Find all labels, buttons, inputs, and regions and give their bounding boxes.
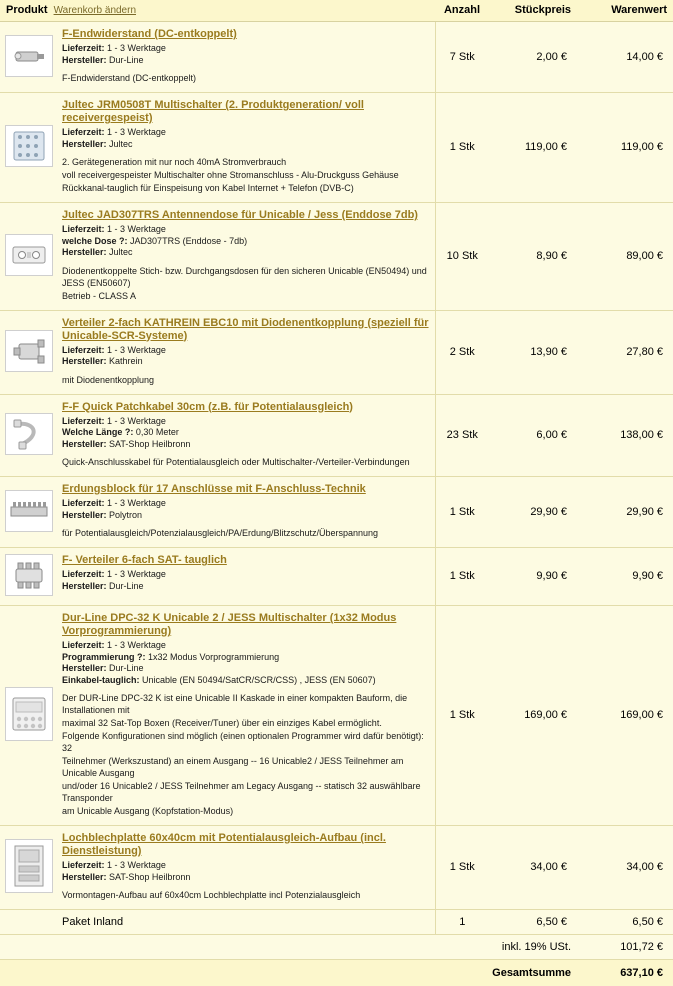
header-product-cell: [0, 0, 435, 22]
product-title-link[interactable]: Jultec JAD307TRS Antennendose für Unicable / Jess (Enddose 7db): [62, 209, 429, 222]
product-title-link[interactable]: Dur-Line DPC-32 K Unicable 2 / JESS Multischalter (1x32 Modus Vorprogrammierung): [62, 612, 429, 638]
product-description: [62, 156, 429, 194]
line-total-value: 169,00 €: [577, 606, 673, 826]
cart-row: [0, 22, 673, 93]
product-meta: [62, 569, 429, 592]
splitter-thumb-icon: [5, 330, 53, 372]
quantity-value: 10 Stk: [435, 203, 489, 311]
quantity-value: 1 Stk: [435, 477, 489, 548]
unit-price-value: 169,00 €: [489, 606, 577, 826]
grand-total-row: [0, 960, 673, 986]
product-thumbnail-cell: [0, 310, 56, 394]
product-thumbnail-cell: [0, 548, 56, 606]
delivery-label: Lieferzeit:: [62, 569, 105, 579]
which-socket-label: welche Dose ?:: [62, 236, 128, 246]
programming-label: Programmierung ?:: [62, 652, 146, 662]
product-meta: [62, 345, 429, 368]
manufacturer-value: SAT-Shop Heilbronn: [109, 439, 190, 449]
product-thumbnail-cell: [0, 203, 56, 311]
delivery-value: 1 - 3 Werktage: [107, 224, 166, 234]
manufacturer-label: Hersteller:: [62, 55, 107, 65]
manufacturer-value: Dur-Line: [109, 55, 144, 65]
product-thumbnail-cell: [0, 22, 56, 93]
manufacturer-value: Kathrein: [109, 356, 143, 366]
delivery-label: Lieferzeit:: [62, 640, 105, 650]
product-meta: [62, 224, 429, 259]
delivery-value: 1 - 3 Werktage: [107, 860, 166, 870]
manufacturer-value: Jultec: [109, 139, 133, 149]
patch-cable-thumb-icon: [5, 413, 53, 455]
multiswitch-thumb-icon: [5, 125, 53, 167]
line-total-value: 27,80 €: [577, 310, 673, 394]
vat-value: 101,72 €: [577, 935, 673, 960]
product-title-link[interactable]: Verteiler 2-fach KATHREIN EBC10 mit Diodenentkopplung (speziell für Unicable-SCR-Systeme): [62, 317, 429, 343]
quantity-value: 7 Stk: [435, 22, 489, 93]
product-info-cell: [56, 548, 435, 606]
line-total-value: 89,00 €: [577, 203, 673, 311]
quantity-value: 1 Stk: [435, 826, 489, 910]
cart-row: [0, 548, 673, 606]
edit-cart-link[interactable]: Warenkorb ändern: [54, 5, 136, 16]
distributor-thumb-icon: [5, 554, 53, 596]
manufacturer-value: Dur-Line: [109, 581, 144, 591]
purchase-eligible-value: Unicable (EN 50494/SatCR/SCR/CSS) , JESS (EN 50607): [142, 675, 376, 685]
product-meta: [62, 127, 429, 150]
shipping-row: [0, 910, 673, 935]
description-line: und/oder 16 Unicable2 / JESS Teilnehmer am Legacy Ausgang -- statisch 32 auswählbare Transponder: [62, 780, 429, 804]
cart-row: [0, 203, 673, 311]
shipping-label: Paket Inland: [0, 910, 435, 935]
product-info-cell: [56, 477, 435, 548]
earthing-block-thumb-icon: [5, 490, 53, 532]
delivery-value: 1 - 3 Werktage: [107, 569, 166, 579]
manufacturer-value: Polytron: [109, 510, 142, 520]
description-line: Quick-Anschlusskabel für Potentialausgleich oder Multischalter-/Verteiler-Verbindungen: [62, 456, 429, 468]
unit-price-value: 2,00 €: [489, 22, 577, 93]
delivery-value: 1 - 3 Werktage: [107, 127, 166, 137]
cart-row: [0, 394, 673, 477]
grand-total-label: Gesamtsumme: [0, 960, 577, 986]
product-thumbnail-cell: [0, 394, 56, 477]
line-total-value: 119,00 €: [577, 93, 673, 203]
description-line: Diodenentkoppelte Stich- bzw. Durchgangsdosen für den sicheren Unicable (EN50494) und JESS (EN50607): [62, 265, 429, 289]
product-title-link[interactable]: F-Endwiderstand (DC-entkoppelt): [62, 28, 429, 41]
manufacturer-label: Hersteller:: [62, 439, 107, 449]
manufacturer-label: Hersteller:: [62, 581, 107, 591]
manufacturer-label: Hersteller:: [62, 510, 107, 520]
manufacturer-value: Jultec: [109, 247, 133, 257]
shipping-quantity: 1: [435, 910, 489, 935]
description-line: Rückkanal-tauglich für Einspeisung von Kabel Internet + Telefon (DVB-C): [62, 182, 429, 194]
quantity-value: 23 Stk: [435, 394, 489, 477]
product-info-cell: [56, 93, 435, 203]
header-unit-price: Stückpreis: [489, 0, 577, 22]
delivery-value: 1 - 3 Werktage: [107, 416, 166, 426]
product-title-link[interactable]: Jultec JRM0508T Multischalter (2. Produktgeneration/ voll receivergespeist): [62, 99, 429, 125]
product-description: [62, 374, 429, 386]
product-title-link[interactable]: Lochblechplatte 60x40cm mit Potentialausgleich-Aufbau (incl. Dienstleistung): [62, 832, 429, 858]
product-thumbnail-cell: [0, 477, 56, 548]
delivery-label: Lieferzeit:: [62, 345, 105, 355]
product-title-link[interactable]: Erdungsblock für 17 Anschlüsse mit F-Anschluss-Technik: [62, 483, 429, 496]
resistor-thumb-icon: [5, 35, 53, 77]
cart-row: [0, 310, 673, 394]
vat-label: inkl. 19% USt.: [0, 935, 577, 960]
description-line: am Unicable Ausgang (Kopfstation-Modus): [62, 805, 429, 817]
manufacturer-label: Hersteller:: [62, 247, 107, 257]
unit-price-value: 29,90 €: [489, 477, 577, 548]
which-length-value: 0,30 Meter: [136, 427, 179, 437]
delivery-label: Lieferzeit:: [62, 860, 105, 870]
delivery-value: 1 - 3 Werktage: [107, 345, 166, 355]
description-line: 2. Gerätegeneration mit nur noch 40mA Stromverbrauch: [62, 156, 429, 168]
delivery-label: Lieferzeit:: [62, 416, 105, 426]
product-description: [62, 692, 429, 817]
description-line: maximal 32 Sat-Top Boxen (Receiver/Tuner) über ein einziges Kabel ermöglicht.: [62, 717, 429, 729]
product-info-cell: [56, 606, 435, 826]
product-info-cell: [56, 310, 435, 394]
manufacturer-label: Hersteller:: [62, 663, 107, 673]
programming-value: 1x32 Modus Vorprogrammierung: [148, 652, 279, 662]
product-description: [62, 72, 429, 84]
unit-price-value: 119,00 €: [489, 93, 577, 203]
product-meta: [62, 43, 429, 66]
unit-price-value: 34,00 €: [489, 826, 577, 910]
delivery-label: Lieferzeit:: [62, 498, 105, 508]
product-title-link[interactable]: F-F Quick Patchkabel 30cm (z.B. für Potentialausgleich): [62, 401, 429, 414]
vat-row: [0, 935, 673, 960]
unit-price-value: 13,90 €: [489, 310, 577, 394]
unit-price-value: 8,90 €: [489, 203, 577, 311]
line-total-value: 34,00 €: [577, 826, 673, 910]
product-meta: [62, 498, 429, 521]
mounting-plate-thumb-icon: [5, 839, 53, 893]
description-line: Betrieb - CLASS A: [62, 290, 429, 302]
unicable-multiswitch-thumb-icon: [5, 687, 53, 741]
line-total-value: 9,90 €: [577, 548, 673, 606]
manufacturer-value: Dur-Line: [109, 663, 144, 673]
cart-row: [0, 606, 673, 826]
manufacturer-label: Hersteller:: [62, 872, 107, 882]
unit-price-value: 9,90 €: [489, 548, 577, 606]
antenna-socket-thumb-icon: [5, 234, 53, 276]
product-description: [62, 456, 429, 468]
delivery-label: Lieferzeit:: [62, 127, 105, 137]
which-length-label: Welche Länge ?:: [62, 427, 133, 437]
product-description: [62, 265, 429, 302]
line-total-value: 29,90 €: [577, 477, 673, 548]
product-thumbnail-cell: [0, 93, 56, 203]
manufacturer-label: Hersteller:: [62, 356, 107, 366]
product-description: [62, 889, 429, 901]
product-info-cell: [56, 203, 435, 311]
manufacturer-label: Hersteller:: [62, 139, 107, 149]
quantity-value: 1 Stk: [435, 606, 489, 826]
quantity-value: 1 Stk: [435, 93, 489, 203]
product-description: [62, 527, 429, 539]
description-line: F-Endwiderstand (DC-entkoppelt): [62, 72, 429, 84]
cart-items: [0, 22, 673, 986]
product-meta: [62, 416, 429, 451]
cart-row: [0, 477, 673, 548]
shipping-total: 6,50 €: [577, 910, 673, 935]
header-quantity: Anzahl: [435, 0, 489, 22]
line-total-value: 138,00 €: [577, 394, 673, 477]
cart-row: [0, 93, 673, 203]
cart-table-header: [0, 0, 673, 22]
description-line: mit Diodenentkopplung: [62, 374, 429, 386]
quantity-value: 1 Stk: [435, 548, 489, 606]
description-line: Folgende Konfigurationen sind möglich (einen optionalen Programmer wird dafür benötigt): 32: [62, 730, 429, 754]
product-thumbnail-cell: [0, 826, 56, 910]
description-line: Der DUR-Line DPC-32 K ist eine Unicable II Kaskade in einer kompakten Bauform, die Installationen mit: [62, 692, 429, 716]
unit-price-value: 6,00 €: [489, 394, 577, 477]
product-thumbnail-cell: [0, 606, 56, 826]
delivery-label: Lieferzeit:: [62, 224, 105, 234]
product-meta: [62, 860, 429, 883]
delivery-label: Lieferzeit:: [62, 43, 105, 53]
description-line: voll receivergespeister Multischalter ohne Stromanschluss - Alu-Druckguss Gehäuse: [62, 169, 429, 181]
quantity-value: 2 Stk: [435, 310, 489, 394]
header-product-label: Produkt: [6, 4, 48, 16]
description-line: für Potentialausgleich/Potenzialausgleich/PA/Erdung/Blitzschutz/Überspannung: [62, 527, 429, 539]
delivery-value: 1 - 3 Werktage: [107, 640, 166, 650]
manufacturer-value: SAT-Shop Heilbronn: [109, 872, 190, 882]
product-info-cell: [56, 826, 435, 910]
product-info-cell: [56, 22, 435, 93]
description-line: Teilnehmer (Werkszustand) an einem Ausgang -- 16 Unicable2 / JESS Teilnehmer am Unicable Ausgang: [62, 755, 429, 779]
grand-total-value: 637,10 €: [577, 960, 673, 986]
line-total-value: 14,00 €: [577, 22, 673, 93]
description-line: Vormontagen-Aufbau auf 60x40cm Lochblechplatte incl Potenzialausgleich: [62, 889, 429, 901]
cart-row: [0, 826, 673, 910]
product-meta: [62, 640, 429, 686]
product-info-cell: [56, 394, 435, 477]
which-socket-value: JAD307TRS (Enddose - 7db): [130, 236, 247, 246]
delivery-value: 1 - 3 Werktage: [107, 498, 166, 508]
purchase-eligible-label: Einkabel-tauglich:: [62, 675, 140, 685]
product-title-link[interactable]: F- Verteiler 6-fach SAT- tauglich: [62, 554, 429, 567]
header-line-total: Warenwert: [577, 0, 673, 22]
shipping-price: 6,50 €: [489, 910, 577, 935]
delivery-value: 1 - 3 Werktage: [107, 43, 166, 53]
